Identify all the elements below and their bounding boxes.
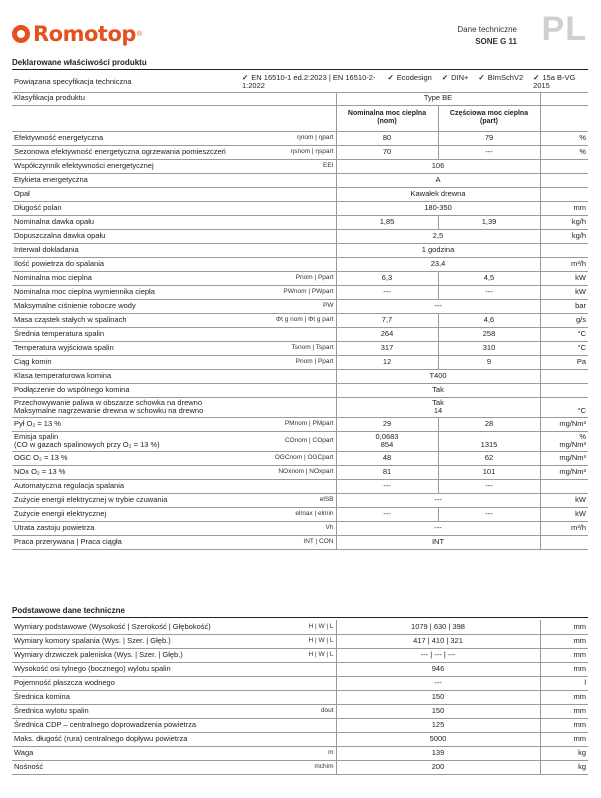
row-symbol (240, 215, 336, 229)
table-row (12, 369, 588, 383)
table-row (12, 634, 588, 648)
row-symbol (240, 662, 336, 676)
row-value-partial: --- (438, 285, 540, 299)
row-symbol: PMnom | PMpart (240, 417, 336, 431)
row-value: 106 (336, 159, 540, 173)
row-unit (540, 159, 588, 173)
classification-symbol (240, 92, 336, 105)
logo-ring-icon (12, 25, 30, 43)
table-row (12, 507, 588, 521)
table-row (12, 257, 588, 271)
row-value-nominal: 70 (336, 145, 438, 159)
table-row (12, 535, 588, 549)
row-unit: m³/h (540, 257, 588, 271)
row-symbol (240, 327, 336, 341)
row-value-partial: 62 (438, 451, 540, 465)
row-symbol: EEI (240, 159, 336, 173)
row-value: 150 (336, 690, 540, 704)
row-unit: g/s (540, 313, 588, 327)
row-label: Maks. długość (rura) centralnego dopływu powietrza (12, 732, 240, 746)
row-unit (540, 243, 588, 257)
row-label: Średnica CDP – centralnego doprowadzenia powietrza (12, 718, 240, 732)
row-unit: mm (540, 620, 588, 634)
row-label: OGC O₂ = 13 % (12, 451, 240, 465)
row-value-nominal: 6,3 (336, 271, 438, 285)
row-value-nominal: --- (336, 285, 438, 299)
row-unit: mg/Nm³ (540, 465, 588, 479)
table-row (12, 690, 588, 704)
row-symbol: OGCnom | OGCpart (240, 451, 336, 465)
row-label: Emisja spalin (CO w gazach spalinowych przy O₂ = 13 %) (12, 431, 240, 451)
row-value-nominal: 29 (336, 417, 438, 431)
table-row (12, 746, 588, 760)
row-value-nominal: 81 (336, 465, 438, 479)
row-value-nominal: 7,7 (336, 313, 438, 327)
column-header-blank (12, 105, 240, 131)
header (0, 0, 601, 50)
row-symbol (240, 397, 336, 417)
row-unit (540, 187, 588, 201)
row-label: Masa cząstek stałych w spalinach (12, 313, 240, 327)
row-unit: mg/Nm³ (540, 451, 588, 465)
row-label: Ciąg komin (12, 355, 240, 369)
row-symbol: H | W | L (240, 648, 336, 662)
row-unit (540, 535, 588, 549)
row-value-partial: 1315 (438, 431, 540, 451)
row-label: Pył O₂ = 13 % (12, 417, 240, 431)
row-value: INT (336, 535, 540, 549)
classification-value: Type BE (336, 92, 540, 105)
row-symbol: mchim (240, 760, 336, 774)
table-row (12, 648, 588, 662)
table-row (12, 760, 588, 774)
row-unit (540, 479, 588, 493)
row-unit: kW (540, 271, 588, 285)
row-unit: mm (540, 690, 588, 704)
column-header-symbol (240, 105, 336, 131)
table-row (12, 521, 588, 535)
row-unit: kg/h (540, 229, 588, 243)
row-unit: kg/h (540, 215, 588, 229)
table-row (12, 620, 588, 634)
row-symbol: INT | CON (240, 535, 336, 549)
row-label: Dopuszczalna dawka opału (12, 229, 240, 243)
row-symbol (240, 187, 336, 201)
column-header-row (12, 105, 588, 131)
row-value-partial: 4,6 (438, 313, 540, 327)
row-value-nominal: --- (336, 479, 438, 493)
row-label: Automatyczna regulacja spalania (12, 479, 240, 493)
table-row (12, 285, 588, 299)
spec-label: Powiązana specyfikacja techniczna (12, 72, 240, 92)
row-symbol: elSB (240, 493, 336, 507)
row-unit: mm (540, 201, 588, 215)
spec-item: ✓ BImSchV2 (478, 74, 523, 90)
row-unit: % mg/Nm³ (540, 431, 588, 451)
row-value: Tak 14 (336, 397, 540, 417)
table-row (12, 145, 588, 159)
row-unit: % (540, 131, 588, 145)
table-row (12, 173, 588, 187)
table-row (12, 431, 588, 451)
section-basic-data: Podstawowe dane techniczne (12, 606, 588, 618)
registered-mark: ® (136, 30, 143, 38)
spec-item: ✓ DIN+ (442, 74, 469, 90)
row-value-partial: --- (438, 145, 540, 159)
row-unit: Pa (540, 355, 588, 369)
row-symbol: Pnom | Ppart (240, 355, 336, 369)
row-label: Temperatura wyjściowa spalin (12, 341, 240, 355)
classification-label: Klasyfikacja produktu (12, 92, 240, 105)
table-row (12, 299, 588, 313)
spec-row (12, 72, 588, 92)
row-value: 946 (336, 662, 540, 676)
table-row (12, 479, 588, 493)
row-value: 417 | 410 | 321 (336, 634, 540, 648)
row-label: Efektywność energetyczna (12, 131, 240, 145)
row-symbol: PW (240, 299, 336, 313)
row-label: Waga (12, 746, 240, 760)
table-row (12, 662, 588, 676)
table-row (12, 718, 588, 732)
row-value: 1079 | 630 | 398 (336, 620, 540, 634)
row-unit: kW (540, 507, 588, 521)
row-symbol (240, 732, 336, 746)
row-symbol (240, 718, 336, 732)
row-value: --- (336, 521, 540, 535)
row-unit: % (540, 145, 588, 159)
row-unit: mm (540, 662, 588, 676)
row-label: Nominalna dawka opału (12, 215, 240, 229)
row-symbol: Vh (240, 521, 336, 535)
row-unit: mg/Nm³ (540, 417, 588, 431)
row-label: Nominalna moc cieplna wymiennika ciepła (12, 285, 240, 299)
row-label: Klasa temperaturowa komina (12, 369, 240, 383)
table-row (12, 493, 588, 507)
spec-items (242, 74, 586, 90)
row-label: Średnia temperatura spalin (12, 327, 240, 341)
table-row (12, 465, 588, 479)
row-value-partial: 258 (438, 327, 540, 341)
column-header-nominal: Nominalna moc cieplna (nom) (336, 105, 438, 131)
row-symbol (240, 676, 336, 690)
row-label: Średnica komina (12, 690, 240, 704)
row-symbol (240, 257, 336, 271)
row-value: 5000 (336, 732, 540, 746)
doc-label: Dane techniczne (457, 25, 517, 34)
table-row (12, 397, 588, 417)
row-symbol: COnom | COpart (240, 431, 336, 451)
row-label: Nominalna moc cieplna (12, 271, 240, 285)
table-row (12, 732, 588, 746)
language-code: PL (541, 10, 587, 48)
row-label: Zużycie energii elektrycznej (12, 507, 240, 521)
row-label: Pojemność płaszcza wodnego (12, 676, 240, 690)
row-symbol: ηnom | ηpart (240, 131, 336, 145)
row-value-partial: --- (438, 479, 540, 493)
row-symbol: H | W | L (240, 634, 336, 648)
row-symbol (240, 243, 336, 257)
classification-unit (540, 92, 588, 105)
row-label: Podłączenie do wspólnego komina (12, 383, 240, 397)
row-value: 1 godzina (336, 243, 540, 257)
row-value-nominal: 48 (336, 451, 438, 465)
row-symbol (240, 690, 336, 704)
row-label: NOx O₂ = 13 % (12, 465, 240, 479)
row-symbol: H | W | L (240, 620, 336, 634)
row-value-partial: 28 (438, 417, 540, 431)
table-row (12, 187, 588, 201)
row-value-nominal: 80 (336, 131, 438, 145)
classification-row (12, 92, 588, 105)
row-value: 23,4 (336, 257, 540, 271)
row-unit: l (540, 676, 588, 690)
document-title (457, 24, 517, 48)
table-row (12, 417, 588, 431)
table-row (12, 341, 588, 355)
row-symbol: Tsnom | Tspart (240, 341, 336, 355)
row-symbol (240, 369, 336, 383)
row-value: Kawałek drewna (336, 187, 540, 201)
table-row (12, 201, 588, 215)
row-value-partial: 79 (438, 131, 540, 145)
row-label: Długość polan (12, 201, 240, 215)
row-value-nominal: 264 (336, 327, 438, 341)
row-value: A (336, 173, 540, 187)
row-label: Zużycie energii elektrycznej w trybie czuwania (12, 493, 240, 507)
row-value: 125 (336, 718, 540, 732)
row-value: 150 (336, 704, 540, 718)
row-unit (540, 383, 588, 397)
row-unit: kg (540, 760, 588, 774)
row-value: 139 (336, 746, 540, 760)
row-symbol: m (240, 746, 336, 760)
table-row (12, 131, 588, 145)
row-label: Współczynnik efektywności energetycznej (12, 159, 240, 173)
row-label: Przechowywanie paliwa w obszarze schowka na drewno Maksymalne nagrzewanie drewna w schowku na drewno (12, 397, 240, 417)
row-label: Nośność (12, 760, 240, 774)
row-unit: kW (540, 493, 588, 507)
row-value: --- | --- | --- (336, 648, 540, 662)
row-symbol: Pnom | Ppart (240, 271, 336, 285)
row-unit: mm (540, 648, 588, 662)
row-label: Praca przerywana | Praca ciągła (12, 535, 240, 549)
row-label: Ilość powietrza do spalania (12, 257, 240, 271)
row-value-nominal: 317 (336, 341, 438, 355)
row-unit: bar (540, 299, 588, 313)
basic-data-table (12, 620, 588, 775)
row-symbol: elmax | elmin (240, 507, 336, 521)
table-row (12, 243, 588, 257)
row-unit: mm (540, 732, 588, 746)
row-symbol: PWnom | PWpart (240, 285, 336, 299)
row-value: 2,5 (336, 229, 540, 243)
row-label: Wymiary drzwiczek paleniska (Wys. | Szer. | Głęb.) (12, 648, 240, 662)
row-value-partial: 101 (438, 465, 540, 479)
row-unit: mm (540, 718, 588, 732)
table-row (12, 451, 588, 465)
section-declared-properties: Deklarowane właściwości produktu (12, 58, 588, 70)
row-label: Etykieta energetyczna (12, 173, 240, 187)
row-unit: mm (540, 634, 588, 648)
row-value: 200 (336, 760, 540, 774)
row-value-nominal: 0,0683 854 (336, 431, 438, 451)
row-value: --- (336, 676, 540, 690)
column-header-partial: Częściowa moc cieplna (part) (438, 105, 540, 131)
row-symbol: dout (240, 704, 336, 718)
row-unit: m³/h (540, 521, 588, 535)
table-row (12, 159, 588, 173)
row-symbol (240, 173, 336, 187)
row-value-partial: 310 (438, 341, 540, 355)
declared-properties-table (12, 72, 588, 550)
row-value-partial: --- (438, 507, 540, 521)
model-name: SONE G 11 (475, 37, 517, 46)
table-row (12, 383, 588, 397)
row-unit: kW (540, 285, 588, 299)
row-label: Wymiary komory spalania (Wys. | Szer. | Głęb.) (12, 634, 240, 648)
row-label: Maksymalne ciśnienie robocze wody (12, 299, 240, 313)
row-symbol (240, 229, 336, 243)
spec-item: ✓ Ecodesign (388, 74, 432, 90)
table-row (12, 355, 588, 369)
row-label: Opał (12, 187, 240, 201)
row-symbol (240, 383, 336, 397)
row-unit: °C (540, 341, 588, 355)
table-row (12, 229, 588, 243)
row-value-partial: 1,39 (438, 215, 540, 229)
row-label: Utrata zastoju powietrza (12, 521, 240, 535)
romotop-logo (12, 22, 142, 46)
table-row (12, 271, 588, 285)
row-symbol: NOxnom | NOxpart (240, 465, 336, 479)
row-symbol: ηsnom | ηspart (240, 145, 336, 159)
row-value-partial: 9 (438, 355, 540, 369)
row-value: 180-350 (336, 201, 540, 215)
row-label: Sezonowa efektywność energetyczna ogrzewania pomieszczeń (12, 145, 240, 159)
row-label: Wysokość osi tylnego (bocznego) wylotu spalin (12, 662, 240, 676)
row-value: Tak (336, 383, 540, 397)
row-unit (540, 369, 588, 383)
row-value: --- (336, 299, 540, 313)
row-unit: °C (540, 327, 588, 341)
brand-name: Romotop (33, 22, 136, 46)
row-unit: mm (540, 704, 588, 718)
row-symbol (240, 479, 336, 493)
row-symbol (240, 201, 336, 215)
table-row (12, 676, 588, 690)
row-value-partial: 4,5 (438, 271, 540, 285)
row-value-nominal: --- (336, 507, 438, 521)
row-label: Wymiary podstawowe (Wysokość | Szerokość | Głębokość) (12, 620, 240, 634)
table-row (12, 313, 588, 327)
spec-item: ✓ EN 16510-1 ed.2:2023 | EN 16510-2-1:2022 (242, 74, 378, 90)
spec-item: ✓ 15a B-VG 2015 (533, 74, 586, 90)
row-unit (540, 173, 588, 187)
table-row (12, 215, 588, 229)
table-row (12, 704, 588, 718)
row-unit: kg (540, 746, 588, 760)
row-symbol: Φt g nom | Φt g part (240, 313, 336, 327)
row-value: T400 (336, 369, 540, 383)
spec-list (240, 72, 588, 92)
row-label: Interwał dokładania (12, 243, 240, 257)
row-value-nominal: 1,85 (336, 215, 438, 229)
row-value-nominal: 12 (336, 355, 438, 369)
row-unit: °C (540, 397, 588, 417)
row-label: Średnica wylotu spalin (12, 704, 240, 718)
column-header-unit (540, 105, 588, 131)
table-row (12, 327, 588, 341)
row-value: --- (336, 493, 540, 507)
